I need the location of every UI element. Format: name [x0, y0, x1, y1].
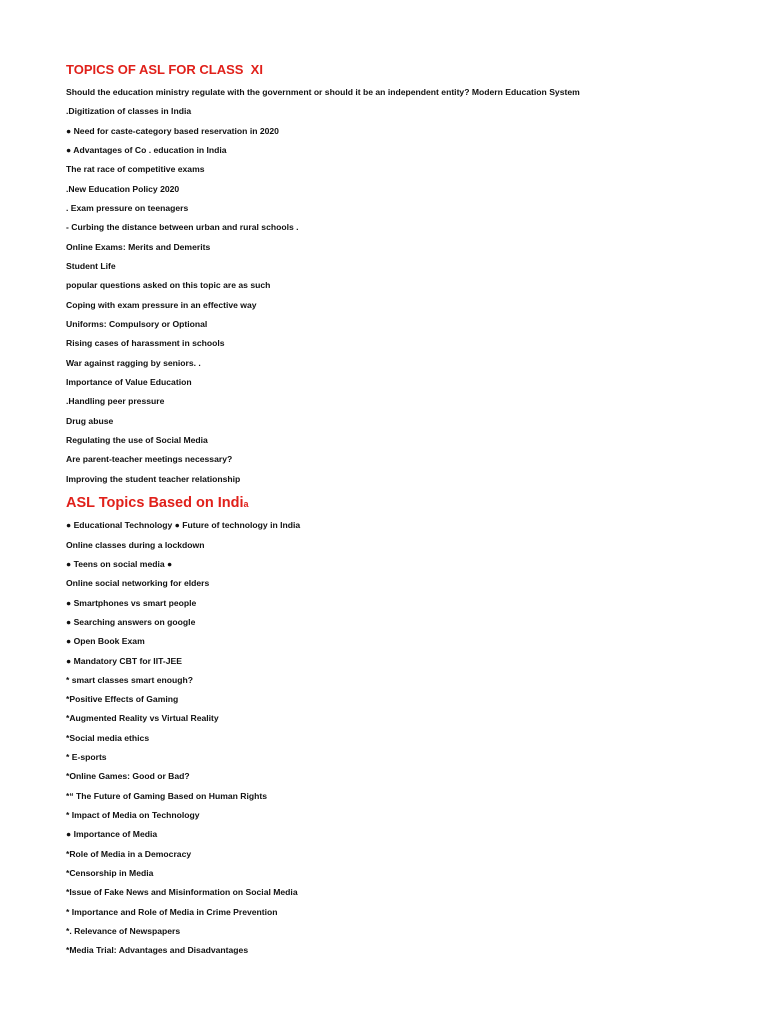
list-item: ● Mandatory CBT for IIT-JEE	[66, 656, 182, 666]
list-item: Are parent-teacher meetings necessary?	[66, 454, 233, 464]
list-item: *. Relevance of Newspapers	[66, 926, 181, 936]
list-item: * Importance and Role of Media in Crime Prevention	[66, 907, 278, 917]
list-item: Should the education ministry regulate with the government or should it be an independent entity? Modern Education System	[66, 87, 580, 97]
list-item: * Impact of Media on Technology	[66, 810, 200, 820]
list-item: * E-sports	[66, 752, 107, 762]
list-item: Improving the student teacher relationship	[66, 474, 241, 484]
list-item: Rising cases of harassment in schools	[66, 338, 225, 348]
list-item: War against ragging by seniors. .	[66, 358, 201, 368]
list-item: *Censorship in Media	[66, 868, 154, 878]
list-item: *Social media ethics	[66, 733, 150, 743]
list-item: ● Importance of Media	[66, 829, 158, 839]
list-item: Drug abuse	[66, 416, 114, 426]
list-item: Student Life	[66, 261, 116, 271]
section-heading-india-tail: a	[243, 499, 249, 509]
list-item: popular questions asked on this topic are as such	[66, 280, 271, 290]
list-item: ● Advantages of Co . education in India	[66, 145, 227, 155]
list-item: *“ The Future of Gaming Based on Human Rights	[66, 791, 268, 801]
list-item: *Augmented Reality vs Virtual Reality	[66, 713, 219, 723]
section-heading-india	[66, 494, 249, 513]
list-item: ● Searching answers on google	[66, 617, 196, 627]
list-item: *Positive Effects of Gaming	[66, 694, 179, 704]
list-item: Coping with exam pressure in an effective way	[66, 300, 257, 310]
list-item: Regulating the use of Social Media	[66, 435, 208, 445]
list-item: ● Teens on social media ●	[66, 559, 173, 569]
list-item: Importance of Value Education	[66, 377, 192, 387]
list-item: . Exam pressure on teenagers	[66, 203, 189, 213]
list-item: .Handling peer pressure	[66, 396, 165, 406]
list-item: - Curbing the distance between urban and rural schools .	[66, 222, 299, 232]
list-item: ● Smartphones vs smart people	[66, 598, 197, 608]
list-item: ● Educational Technology ● Future of technology in India	[66, 520, 301, 530]
list-item: ● Open Book Exam	[66, 636, 145, 646]
list-item: *Media Trial: Advantages and Disadvantages	[66, 945, 249, 955]
list-item: .New Education Policy 2020	[66, 184, 180, 194]
list-item: Online classes during a lockdown	[66, 540, 205, 550]
list-item: *Issue of Fake News and Misinformation on Social Media	[66, 887, 298, 897]
list-item: *Role of Media in a Democracy	[66, 849, 192, 859]
list-item: ● Need for caste-category based reservation in 2020	[66, 126, 279, 136]
list-item: Online Exams: Merits and Demerits	[66, 242, 211, 252]
list-item: Online social networking for elders	[66, 578, 210, 588]
section-heading-india-main: ASL Topics Based on Indi	[66, 495, 244, 511]
list-item: Uniforms: Compulsory or Optional	[66, 319, 208, 329]
list-item: * smart classes smart enough?	[66, 675, 194, 685]
list-item: *Online Games: Good or Bad?	[66, 771, 190, 781]
section-heading-class-xi: TOPICS OF ASL FOR CLASS XI	[66, 62, 263, 77]
list-item: .Digitization of classes in India	[66, 106, 192, 116]
list-item: The rat race of competitive exams	[66, 164, 205, 174]
